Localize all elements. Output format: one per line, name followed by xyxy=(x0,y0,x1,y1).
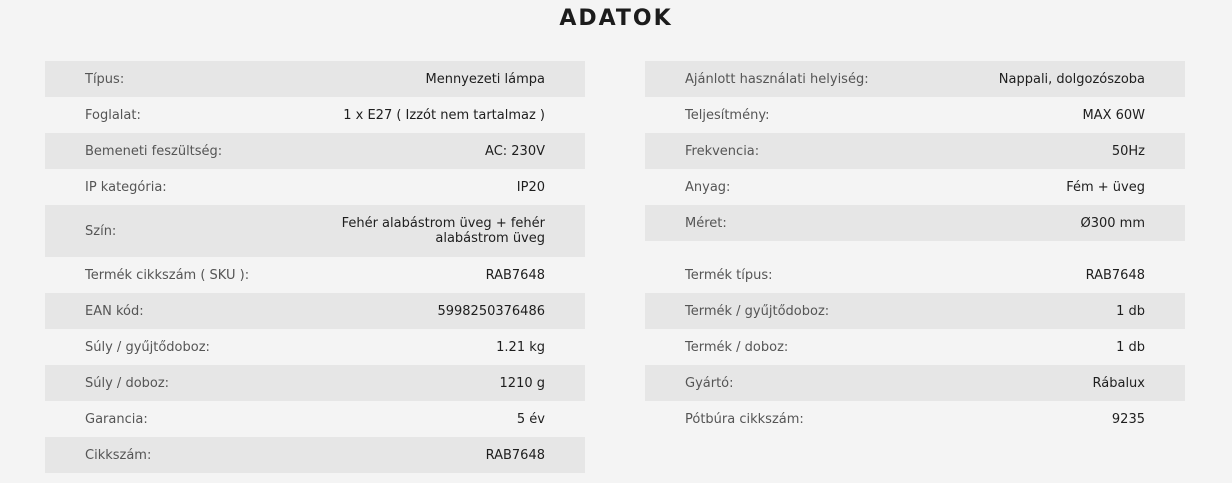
spec-value: Ø300 mm xyxy=(1080,215,1145,231)
spec-label: Termék / gyűjtődoboz: xyxy=(685,303,830,319)
spec-value: IP20 xyxy=(516,179,545,195)
spec-label: Szín: xyxy=(85,223,117,239)
spec-label: Termék / doboz: xyxy=(685,339,789,355)
spec-label: Termék típus: xyxy=(685,267,773,283)
spec-row-sku xyxy=(45,257,585,293)
spec-label: Frekvencia: xyxy=(685,143,760,159)
spec-value: 1.21 kg xyxy=(496,339,545,355)
spec-label: Gyártó: xyxy=(685,375,734,391)
spec-label: Súly / gyűjtődoboz: xyxy=(85,339,210,355)
spec-row-frequency xyxy=(645,133,1185,169)
spec-value: AC: 230V xyxy=(485,143,545,159)
spec-label: Foglalat: xyxy=(85,107,141,123)
spec-value: 1 db xyxy=(1116,339,1145,355)
spec-label: Cikkszám: xyxy=(85,447,152,463)
spec-label: Típus: xyxy=(85,71,125,87)
spec-label: Termék cikkszám ( SKU ): xyxy=(85,267,250,283)
spec-value: Nappali, dolgozószoba xyxy=(998,71,1145,87)
spec-row-size xyxy=(645,205,1185,241)
spec-label: Pótbúra cikkszám: xyxy=(685,411,804,427)
spec-row-product-per-carton xyxy=(645,293,1185,329)
spec-value: 5998250376486 xyxy=(437,303,545,319)
spec-value: 1 x E27 ( Izzót nem tartalmaz ) xyxy=(343,107,545,123)
page-title: ADATOK xyxy=(559,6,673,31)
spec-label: Méret: xyxy=(685,215,727,231)
spec-value: 1210 g xyxy=(499,375,545,391)
spec-row-ip-rating xyxy=(45,169,585,205)
spec-value: Rábalux xyxy=(1092,375,1145,391)
specs-table-right xyxy=(645,61,1185,437)
spec-row-material xyxy=(645,169,1185,205)
spec-value: RAB7648 xyxy=(485,447,545,463)
spec-label: Bemeneti feszültség: xyxy=(85,143,223,159)
spec-row-recommended-room xyxy=(645,61,1185,97)
spec-value: MAX 60W xyxy=(1082,107,1145,123)
spec-label: Garancia: xyxy=(85,411,148,427)
spec-value: 9235 xyxy=(1111,411,1145,427)
spec-label: EAN kód: xyxy=(85,303,144,319)
spec-value: Mennyezeti lámpa xyxy=(425,71,545,87)
spec-label: Anyag: xyxy=(685,179,731,195)
spec-row-socket xyxy=(45,97,585,133)
spec-row-color xyxy=(45,205,585,257)
spec-value: 5 év xyxy=(516,411,545,427)
spec-row-voltage xyxy=(45,133,585,169)
spec-row-warranty xyxy=(45,401,585,437)
spec-label: IP kategória: xyxy=(85,179,167,195)
spec-label: Ajánlott használati helyiség: xyxy=(685,71,869,87)
spec-row-power xyxy=(645,97,1185,133)
spec-row-type xyxy=(45,61,585,97)
row-spacer xyxy=(645,241,1185,257)
spec-row-product-per-box xyxy=(645,329,1185,365)
spec-value: 1 db xyxy=(1116,303,1145,319)
spec-value: Fém + üveg xyxy=(1066,179,1145,195)
spec-row-weight-carton xyxy=(45,329,585,365)
spec-value: Fehér alabástrom üveg + fehér alabástrom üveg xyxy=(341,216,545,246)
spec-value: 50Hz xyxy=(1111,143,1145,159)
spec-row-weight-box xyxy=(45,365,585,401)
specs-table-left xyxy=(45,61,585,473)
spec-value: RAB7648 xyxy=(1085,267,1145,283)
spec-row-spare-shade xyxy=(645,401,1185,437)
spec-row-product-type xyxy=(645,257,1185,293)
spec-row-manufacturer xyxy=(645,365,1185,401)
spec-label: Súly / doboz: xyxy=(85,375,170,391)
spec-value: RAB7648 xyxy=(485,267,545,283)
spec-row-item-number xyxy=(45,437,585,473)
spec-label: Teljesítmény: xyxy=(685,107,770,123)
spec-row-ean xyxy=(45,293,585,329)
